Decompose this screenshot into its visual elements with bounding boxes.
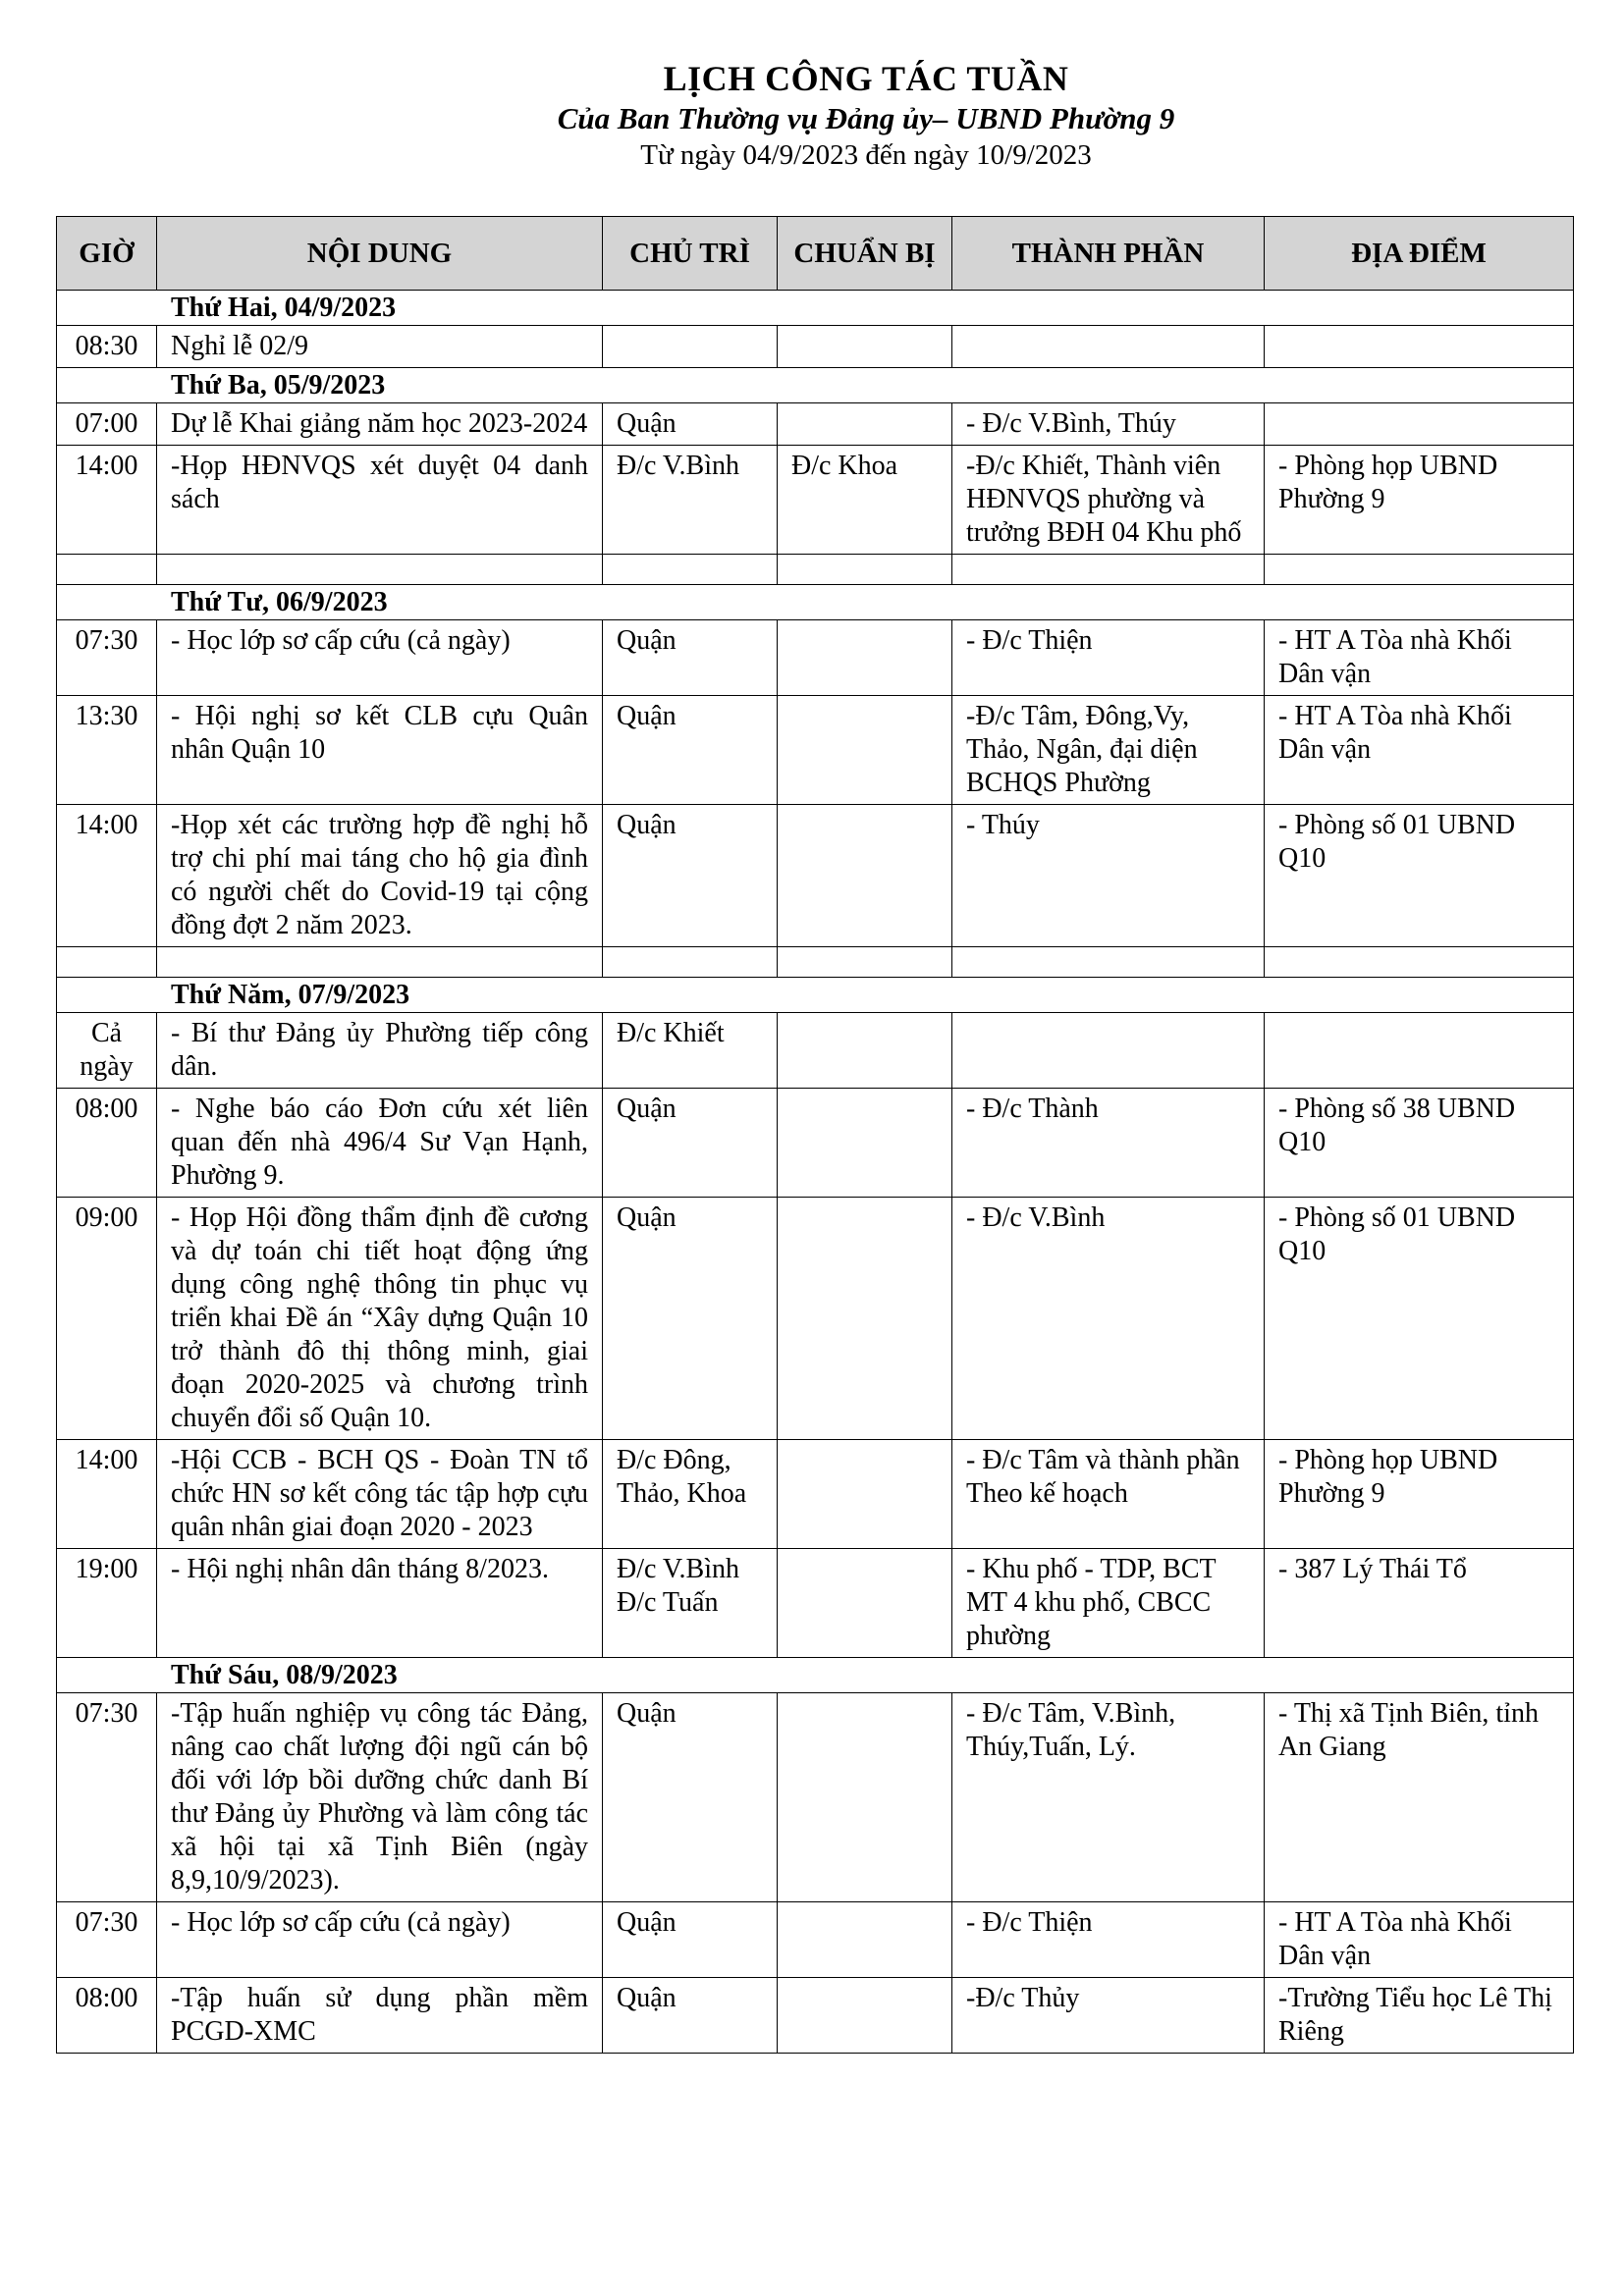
cell-time: 08:00 [57,1089,157,1198]
blank-cell [603,947,778,978]
day-row-monday [57,291,1574,326]
cell-time: 08:00 [57,1978,157,2054]
cell-prepare [778,1089,952,1198]
cell-host: Quận [603,1978,778,2054]
cell-content: Dự lễ Khai giảng năm học 2023-2024 [157,403,603,446]
cell-location: - HT A Tòa nhà Khối Dân vận [1265,620,1574,696]
cell-prepare [778,696,952,805]
blank-cell [1265,947,1574,978]
cell-host: Quận [603,403,778,446]
blank-cell [778,555,952,585]
cell-prepare [778,805,952,947]
day-row-thursday [57,978,1574,1013]
cell-prepare [778,620,952,696]
schedule-table [56,216,1574,2054]
cell-content: Nghỉ lễ 02/9 [157,326,603,368]
blank-row [57,947,1574,978]
cell-content: -Hội CCB - BCH QS - Đoàn TN tổ chức HN sơ kết công tác tập hợp cựu quân nhân giai đoạn 2020 - 2023 [157,1440,603,1549]
cell-prepare [778,1549,952,1658]
day-label: Thứ Sáu, 08/9/2023 [57,1658,1574,1693]
blank-cell [157,947,603,978]
col-header-time: GIỜ [57,217,157,291]
cell-location: - 387 Lý Thái Tổ [1265,1549,1574,1658]
cell-location: - Phòng họp UBND Phường 9 [1265,1440,1574,1549]
cell-participants: - Đ/c V.Bình [952,1198,1265,1440]
blank-cell [952,947,1265,978]
cell-time: 14:00 [57,446,157,555]
table-row [57,1549,1574,1658]
cell-content: - Hội nghị nhân dân tháng 8/2023. [157,1549,603,1658]
col-header-participants: THÀNH PHẦN [952,217,1265,291]
cell-host: Đ/c Đông, Thảo, Khoa [603,1440,778,1549]
cell-participants: - Đ/c Thiện [952,1902,1265,1978]
cell-location [1265,1013,1574,1089]
cell-time: 07:30 [57,1693,157,1902]
cell-prepare [778,326,952,368]
col-header-prepare: CHUẨN BỊ [778,217,952,291]
cell-location: - Phòng số 38 UBND Q10 [1265,1089,1574,1198]
document-header [0,57,1624,173]
cell-time: Cả ngày [57,1013,157,1089]
blank-cell [603,555,778,585]
cell-location: -Trường Tiểu học Lê Thị Riêng [1265,1978,1574,2054]
cell-prepare [778,1902,952,1978]
cell-content: - Bí thư Đảng ủy Phường tiếp công dân. [157,1013,603,1089]
document-subtitle: Của Ban Thường vụ Đảng ủy– UBND Phường 9 [557,101,1175,135]
document-title: LỊCH CÔNG TÁC TUẦN [663,59,1069,98]
table-row [57,1440,1574,1549]
cell-host: Quận [603,696,778,805]
cell-time: 07:30 [57,620,157,696]
date-range: Từ ngày 04/9/2023 đến ngày 10/9/2023 [640,139,1092,171]
cell-host: Đ/c V.Bình [603,446,778,555]
cell-participants: -Đ/c Thủy [952,1978,1265,2054]
table-row [57,446,1574,555]
table-row [57,1198,1574,1440]
cell-location: - HT A Tòa nhà Khối Dân vận [1265,1902,1574,1978]
day-row-wednesday [57,585,1574,620]
cell-time: 09:00 [57,1198,157,1440]
cell-location: - Thị xã Tịnh Biên, tỉnh An Giang [1265,1693,1574,1902]
cell-participants: - Khu phố - TDP, BCT MT 4 khu phố, CBCC phường [952,1549,1265,1658]
cell-host: Đ/c V.Bình Đ/c Tuấn [603,1549,778,1658]
blank-cell [1265,555,1574,585]
cell-host: Quận [603,1693,778,1902]
cell-prepare [778,1013,952,1089]
blank-cell [57,555,157,585]
col-header-content: NỘI DUNG [157,217,603,291]
day-row-friday [57,1658,1574,1693]
cell-time: 07:00 [57,403,157,446]
table-row [57,1013,1574,1089]
cell-host: Quận [603,1089,778,1198]
cell-content: -Họp xét các trường hợp đề nghị hỗ trợ chi phí mai táng cho hộ gia đình có người chết do Covid-19 tại cộng đồng đợt 2 năm 2023. [157,805,603,947]
cell-prepare [778,403,952,446]
cell-participants: - Đ/c Thiện [952,620,1265,696]
cell-location [1265,326,1574,368]
cell-participants [952,326,1265,368]
table-row [57,326,1574,368]
cell-host: Quận [603,1198,778,1440]
cell-location: - Phòng họp UBND Phường 9 [1265,446,1574,555]
cell-participants: - Đ/c V.Bình, Thúy [952,403,1265,446]
cell-time: 19:00 [57,1549,157,1658]
day-label: Thứ Tư, 06/9/2023 [57,585,1574,620]
cell-content: -Họp HĐNVQS xét duyệt 04 danh sách [157,446,603,555]
cell-location: - Phòng số 01 UBND Q10 [1265,805,1574,947]
cell-content: - Học lớp sơ cấp cứu (cả ngày) [157,620,603,696]
cell-prepare [778,1978,952,2054]
cell-prepare [778,1440,952,1549]
day-label: Thứ Hai, 04/9/2023 [57,291,1574,326]
cell-participants: - Đ/c Tâm, V.Bình, Thúy,Tuấn, Lý. [952,1693,1265,1902]
cell-location [1265,403,1574,446]
table-row [57,696,1574,805]
cell-location: - HT A Tòa nhà Khối Dân vận [1265,696,1574,805]
cell-time: 13:30 [57,696,157,805]
blank-cell [778,947,952,978]
col-header-host: CHỦ TRÌ [603,217,778,291]
blank-row [57,555,1574,585]
table-row [57,1693,1574,1902]
cell-participants: - Đ/c Thành [952,1089,1265,1198]
cell-participants: -Đ/c Khiết, Thành viên HĐNVQS phường và trưởng BĐH 04 Khu phố [952,446,1265,555]
cell-prepare: Đ/c Khoa [778,446,952,555]
cell-time: 14:00 [57,805,157,947]
cell-host: Quận [603,1902,778,1978]
cell-participants [952,1013,1265,1089]
cell-prepare [778,1693,952,1902]
cell-host [603,326,778,368]
blank-cell [952,555,1265,585]
table-row [57,403,1574,446]
col-header-location: ĐỊA ĐIỂM [1265,217,1574,291]
cell-host: Quận [603,620,778,696]
cell-content: - Hội nghị sơ kết CLB cựu Quân nhân Quận 10 [157,696,603,805]
table-row [57,805,1574,947]
cell-location: - Phòng số 01 UBND Q10 [1265,1198,1574,1440]
header-row [57,217,1574,291]
table-row [57,1978,1574,2054]
cell-content: - Học lớp sơ cấp cứu (cả ngày) [157,1902,603,1978]
day-label: Thứ Năm, 07/9/2023 [57,978,1574,1013]
cell-participants: - Thúy [952,805,1265,947]
cell-content: -Tập huấn nghiệp vụ công tác Đảng, nâng cao chất lượng đội ngũ cán bộ đối với lớp bồi dưỡng chức danh Bí thư Đảng ủy Phường và làm công tác xã hội tại xã Tịnh Biên (ngày 8,9,10/9/2023). [157,1693,603,1902]
cell-time: 07:30 [57,1902,157,1978]
day-label: Thứ Ba, 05/9/2023 [57,368,1574,403]
table-row [57,1902,1574,1978]
cell-content: - Nghe báo cáo Đơn cứu xét liên quan đến nhà 496/4 Sư Vạn Hạnh, Phường 9. [157,1089,603,1198]
table-row [57,1089,1574,1198]
cell-content: -Tập huấn sử dụng phần mềm PCGD-XMC [157,1978,603,2054]
table-row [57,620,1574,696]
cell-participants: -Đ/c Tâm, Đông,Vy, Thảo, Ngân, đại diện BCHQS Phường [952,696,1265,805]
cell-prepare [778,1198,952,1440]
blank-cell [157,555,603,585]
cell-participants: - Đ/c Tâm và thành phần Theo kế hoạch [952,1440,1265,1549]
cell-content: - Họp Hội đồng thẩm định đề cương và dự toán chi tiết hoạt động ứng dụng công nghệ thông tin phục vụ triển khai Đề án “Xây dựng Quận 10 trở thành đô thị thông minh, giai đoạn 2020-2025 và chương trình chuyển đổi số Quận 10. [157,1198,603,1440]
cell-host: Quận [603,805,778,947]
cell-time: 14:00 [57,1440,157,1549]
blank-cell [57,947,157,978]
day-row-tuesday [57,368,1574,403]
cell-host: Đ/c Khiết [603,1013,778,1089]
cell-time: 08:30 [57,326,157,368]
